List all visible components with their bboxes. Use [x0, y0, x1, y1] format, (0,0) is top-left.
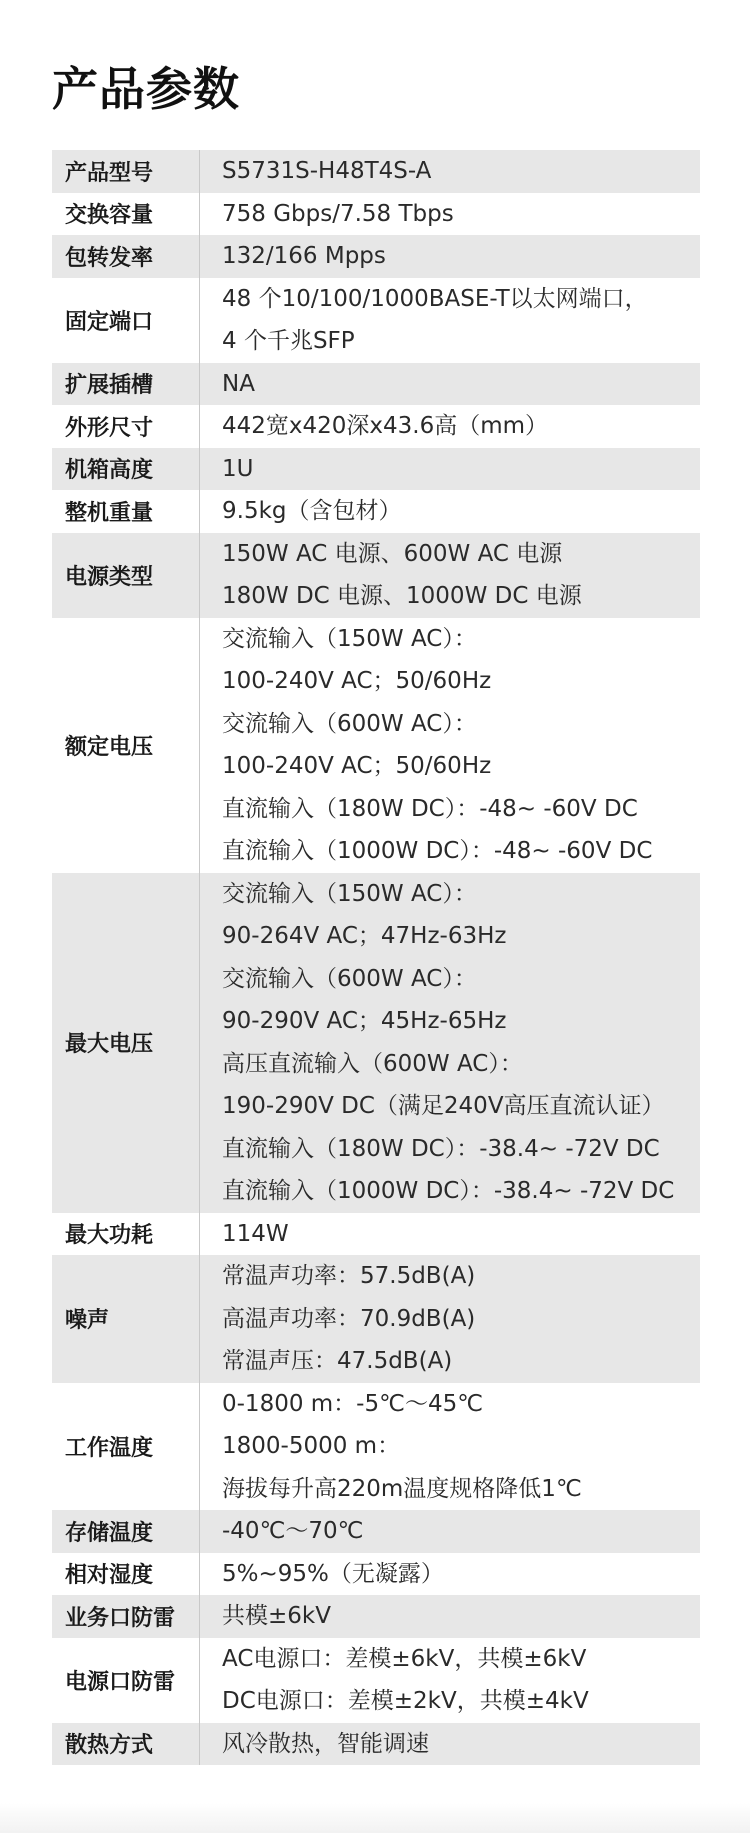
spec-value	[200, 1553, 700, 1596]
spec-row	[52, 1553, 700, 1596]
spec-value	[200, 533, 700, 618]
spec-value-line: 交流输入（600W AC）：	[222, 965, 477, 992]
spec-row	[52, 490, 700, 533]
spec-value-line: 9.5kg（含包材）	[222, 498, 402, 524]
spec-row	[52, 193, 700, 236]
spec-row	[52, 1595, 700, 1638]
spec-value-line: 150W AC 电源、600W AC 电源	[222, 540, 563, 567]
spec-row	[52, 1723, 700, 1766]
spec-value-line: 5%~95%（无凝露）	[222, 1560, 444, 1587]
spec-row	[52, 1638, 700, 1723]
spec-value-line: 直流输入（180W DC）：-48~ -60V DC	[222, 795, 638, 822]
spec-value	[200, 278, 700, 363]
spec-value	[200, 235, 700, 278]
spec-label: 最大功耗	[52, 1213, 200, 1256]
spec-value-line: S5731S-H48T4S-A	[222, 158, 432, 184]
spec-value	[200, 1510, 700, 1553]
spec-value	[200, 1213, 700, 1256]
spec-label: 散热方式	[52, 1723, 200, 1766]
spec-value	[200, 193, 700, 236]
spec-value	[200, 363, 700, 406]
spec-label: 相对湿度	[52, 1553, 200, 1596]
page-title: 产品参数	[52, 62, 240, 116]
spec-row	[52, 1510, 700, 1553]
spec-label: 业务口防雷	[52, 1595, 200, 1638]
spec-row	[52, 150, 700, 193]
spec-value-line: 48 个10/100/1000BASE-T以太网端口，	[222, 285, 648, 312]
spec-value-line: 0-1800 m：-5℃～45℃	[222, 1390, 484, 1417]
spec-value-line: 180W DC 电源、1000W DC 电源	[222, 583, 582, 609]
spec-value-line: 442宽x420深x43.6高（mm）	[222, 413, 549, 439]
spec-row	[52, 278, 700, 363]
spec-value-line: 90-264V AC；47Hz-63Hz	[222, 923, 507, 949]
spec-row	[52, 363, 700, 406]
spec-value-line: 100-240V AC；50/60Hz	[222, 753, 492, 779]
spec-label: 交换容量	[52, 193, 200, 236]
spec-value	[200, 405, 700, 448]
spec-label: 电源口防雷	[52, 1638, 200, 1723]
spec-label: 存储温度	[52, 1510, 200, 1553]
spec-value-line: 风冷散热，智能调速	[222, 1730, 429, 1757]
spec-label: 包转发率	[52, 235, 200, 278]
spec-label: 整机重量	[52, 490, 200, 533]
spec-label: 产品型号	[52, 150, 200, 193]
spec-row	[52, 1213, 700, 1256]
spec-value-line: 交流输入（600W AC）：	[222, 710, 477, 737]
spec-value-line: 100-240V AC；50/60Hz	[222, 668, 492, 694]
spec-value-line: 90-290V AC；45Hz-65Hz	[222, 1008, 507, 1034]
spec-value	[200, 150, 700, 193]
spec-value-line: 4 个千兆SFP	[222, 328, 355, 354]
spec-value-line: 190-290V DC（满足240V高压直流认证）	[222, 1093, 665, 1119]
spec-value	[200, 618, 700, 873]
spec-value-line: 直流输入（1000W DC）：-48~ -60V DC	[222, 838, 653, 864]
spec-value	[200, 448, 700, 491]
spec-value	[200, 1383, 700, 1511]
spec-label: 额定电压	[52, 618, 200, 873]
spec-table	[52, 150, 700, 1765]
spec-value-line: 直流输入（1000W DC）：-38.4~ -72V DC	[222, 1178, 675, 1204]
spec-row	[52, 873, 700, 1213]
spec-label: 固定端口	[52, 278, 200, 363]
spec-value-line: 1U	[222, 455, 254, 482]
spec-label: 电源类型	[52, 533, 200, 618]
spec-row	[52, 1255, 700, 1383]
spec-label: 机箱高度	[52, 448, 200, 491]
spec-value-line: 高压直流输入（600W AC）：	[222, 1050, 523, 1077]
spec-label: 扩展插槽	[52, 363, 200, 406]
spec-value-line: 1800-5000 m：	[222, 1433, 401, 1459]
spec-value	[200, 1723, 700, 1766]
bottom-fade	[0, 1803, 750, 1833]
spec-value	[200, 873, 700, 1213]
spec-row	[52, 618, 700, 873]
spec-label: 工作温度	[52, 1383, 200, 1511]
spec-label: 最大电压	[52, 873, 200, 1213]
spec-value-line: 海拔每升高220m温度规格降低1℃	[222, 1475, 582, 1502]
spec-row	[52, 533, 700, 618]
spec-value-line: 常温声功率：57.5dB(A)	[222, 1263, 476, 1289]
spec-label: 噪声	[52, 1255, 200, 1383]
spec-value-line: NA	[222, 370, 255, 397]
spec-value-line: 共模±6kV	[222, 1603, 331, 1629]
spec-value-line: 758 Gbps/7.58 Tbps	[222, 200, 454, 227]
spec-value-line: 114W	[222, 1220, 289, 1247]
spec-value	[200, 1595, 700, 1638]
spec-value-line: DC电源口：差模±2kV，共模±4kV	[222, 1688, 589, 1714]
spec-value-line: AC电源口：差模±6kV，共模±6kV	[222, 1645, 587, 1672]
spec-value-line: 高温声功率：70.9dB(A)	[222, 1305, 476, 1332]
spec-row	[52, 405, 700, 448]
spec-value-line: 常温声压：47.5dB(A)	[222, 1348, 453, 1374]
spec-value	[200, 490, 700, 533]
spec-row	[52, 448, 700, 491]
spec-value-line: 交流输入（150W AC）：	[222, 625, 477, 652]
spec-value-line: 交流输入（150W AC）：	[222, 880, 477, 907]
spec-value-line: 直流输入（180W DC）：-38.4~ -72V DC	[222, 1135, 660, 1162]
spec-row	[52, 235, 700, 278]
spec-value-line: -40℃～70℃	[222, 1518, 364, 1544]
spec-label: 外形尺寸	[52, 405, 200, 448]
spec-value	[200, 1255, 700, 1383]
spec-value-line: 132/166 Mpps	[222, 243, 386, 269]
spec-value	[200, 1638, 700, 1723]
spec-row	[52, 1383, 700, 1511]
